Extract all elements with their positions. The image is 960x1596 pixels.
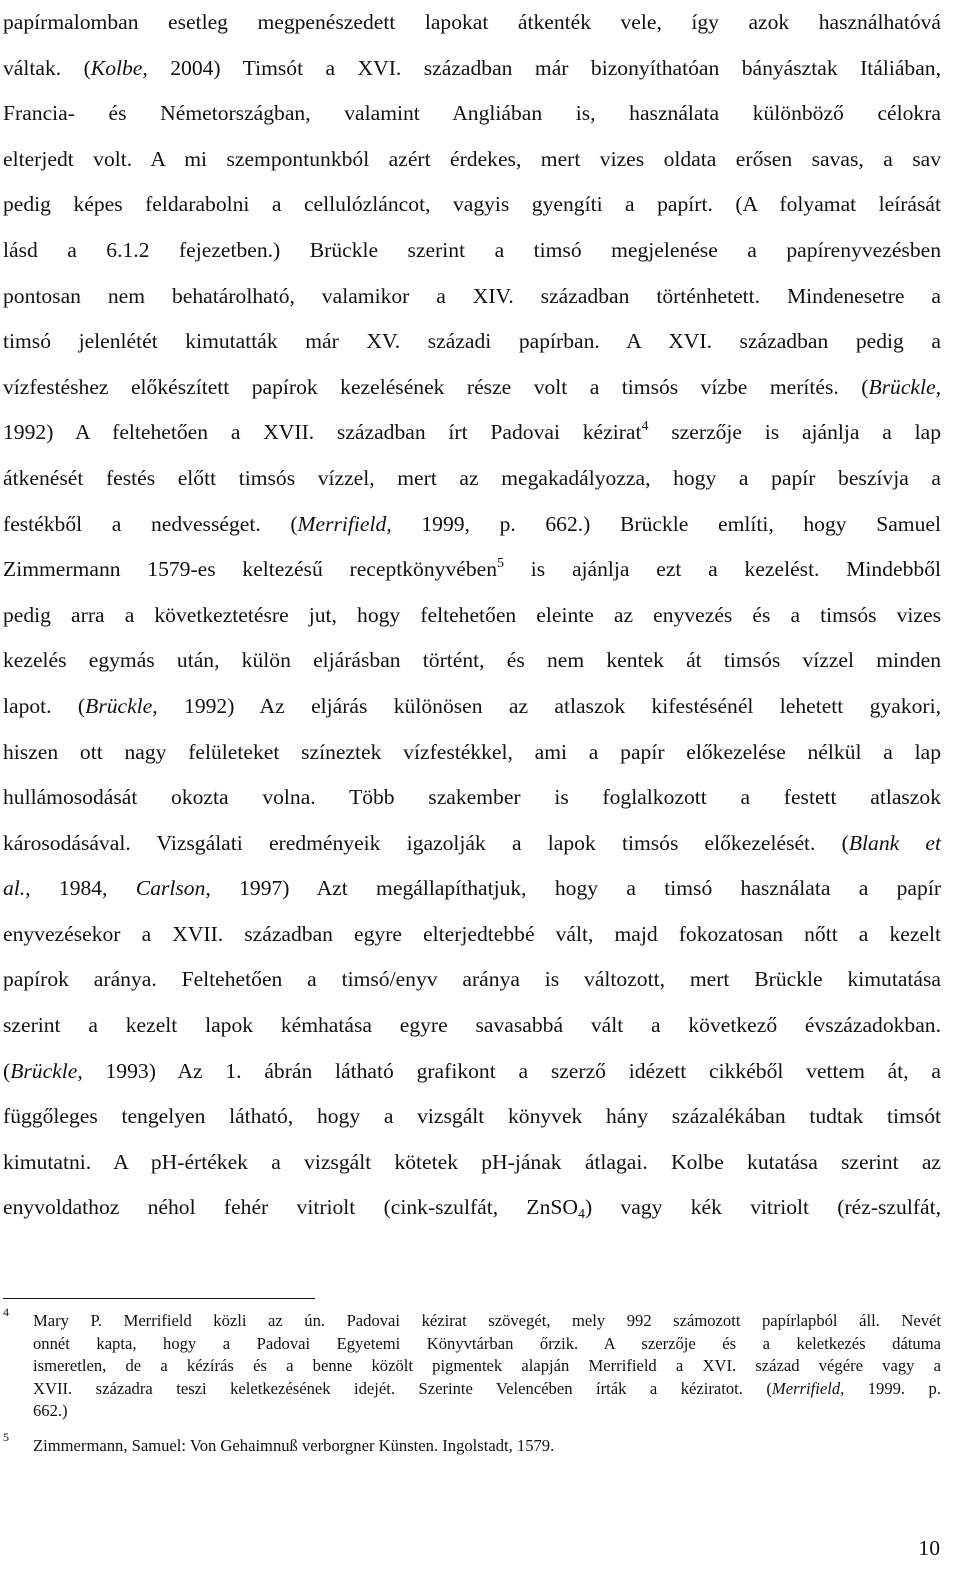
text-line: függőleges tengelyen látható, hogy a vizsgált könyvek hány százalékában tudtak timsót (3, 1104, 941, 1129)
text-line: timsó jelenlétét kimutatták már XV. századi papírban. A XVI. században pedig a (3, 329, 941, 354)
footnote-text: Zimmermann, Samuel: Von Gehaimnuß verborgner Künsten. Ingolstadt, 1579. (33, 1435, 555, 1455)
text-line: pedig képes feldarabolni a cellulózláncot, vagyis gyengíti a papírt. (A folyamat leírását (3, 192, 941, 217)
citation-author: Blank et (848, 830, 941, 855)
citation-author: Merrifield, (297, 511, 392, 536)
text-line: lapot. (Brückle, 1992) Az eljárás különösen az atlaszok kifestésénél lehetett gyakori, (3, 693, 941, 718)
citation-author: Brückle, (868, 374, 941, 399)
text-line: 1992) A feltehetően a XVII. században írt Padovai kézirat$^4$ szerzője is ajánlja a lap (3, 419, 942, 445)
text-line: lásd a 6.1.2 fejezetben.) Brückle szerint a timsó megjelenése a papírenyvezésben (3, 237, 941, 262)
text-line: festékből a nedvességet. (Merrifield, 1999, p. 662.) Brückle említi, hogy Samuel (3, 511, 941, 536)
text-line: váltak. (Kolbe, 2004) Timsót a XVI. században már bizonyíthatóan bányásztak Itáliában, (3, 55, 942, 80)
text-line: Francia- és Németországban, valamint Angliában is, használata különböző célokra (3, 101, 941, 126)
text-line: hiszen ott nagy felületeket színeztek vízfestékkel, ami a papír előkezelése nélkül a lap (3, 739, 941, 764)
footnote-number: 5 (3, 1429, 9, 1444)
text-line: pedig arra a következtetésre jut, hogy feltehetően eleinte az enyvezés és a timsós vizes (3, 602, 941, 627)
text-line: hullámosodását okozta volna. Több szakember is foglalkozott a festett atlaszok (3, 785, 941, 810)
citation-author: al. (3, 876, 26, 901)
text-line: elterjedt volt. A mi szempontunkból azért érdekes, mert vizes oldata erősen savas, a sav (3, 146, 941, 171)
text-line: károsodásával. Vizsgálati eredményeik igazolják a lapok timsós előkezelését. (Blank et (3, 830, 941, 855)
text-line: al., 1984, Carlson, 1997) Azt megállapíthatjuk, hogy a timsó használata a papír (3, 876, 942, 901)
footnote-4 (3, 1305, 941, 1423)
footnote-number: 4 (3, 1305, 9, 1319)
subscript: 4 (578, 1207, 585, 1223)
text-line: enyvezésekor a XVII. században egyre elterjedtebbé vált, majd fokozatosan nőtt a kezelt (3, 921, 941, 946)
text-line: enyvoldathoz néhol fehér vitriolt (cink-szulfát, ZnSO$_4$) vagy kék vitriolt (réz-szulfát, (3, 1195, 941, 1223)
text-line: papírmalomban esetleg megpenészedett lapokat átkenték vele, így azok használhatóvá (3, 10, 941, 34)
text-line: vízfestéshez előkészített papírok kezelésének része volt a timsós vízbe merítés. (Brückle, (3, 374, 941, 399)
citation-author: Kolbe, (90, 55, 148, 80)
text-line: kimutatni. A pH-értékek a vizsgált kötetek pH-jának átlagai. Kolbe kutatása szerint az (3, 1149, 941, 1174)
citation-author: Brückle, (10, 1058, 83, 1083)
body-text (3, 0, 941, 1231)
footnote-ref[interactable]: 5 (497, 556, 505, 572)
text-line: (Brückle, 1993) Az 1. ábrán látható grafikont a szerző idézett cikkéből vettem át, a (3, 1058, 941, 1083)
footnote-separator (3, 1298, 315, 1299)
text-line: kezelés egymás után, külön eljárásban történt, és nem kentek át timsós vízzel minden (3, 648, 941, 673)
citation-author: Carlson, (135, 876, 211, 901)
text-line: szerint a kezelt lapok kémhatása egyre savasabbá vált a következő évszázadokban. (3, 1013, 941, 1038)
text-line: Zimmermann 1579-es keltezésű receptkönyvében$^5$ is ajánlja ezt a kezelést. Mindebből (3, 556, 941, 582)
footnote-ref[interactable]: 4 (641, 419, 649, 435)
citation-author: Brückle, (85, 693, 158, 718)
text-line: papírok aránya. Feltehetően a timsó/enyv aránya is változott, mert Brückle kimutatása (3, 967, 941, 992)
footnote-5 (3, 1429, 941, 1458)
citation-author: Merrifield, (771, 1378, 845, 1398)
page-number: 10 (918, 1536, 940, 1560)
text-line: pontosan nem behatárolható, valamikor a XIV. században történhetett. Mindenesetre a (3, 283, 941, 308)
footnote-text: Mary P. Merrifield közli az ún. Padovai kézirat szövegét, mely 992 számozott papírlapból áll. Nevét onnét kapta, hogy a Padovai Egyetemi Könyvtárban őrzik. A szerzője és a keletkezés dátuma ismeretlen, de a kézírás és a benne közölt pigmentek alapján Merrifield a XVI. század végére vagy a XVII. századra teszi keletkezésének idejét. Szerinte Velencében írták a kéziratot. (Merrifield, 1999. p. 662.) (33, 1311, 941, 1421)
text-line: átkenését festés előtt timsós vízzel, mert az megakadályozza, hogy a papír beszívja a (3, 465, 941, 490)
footnotes (3, 1305, 941, 1458)
